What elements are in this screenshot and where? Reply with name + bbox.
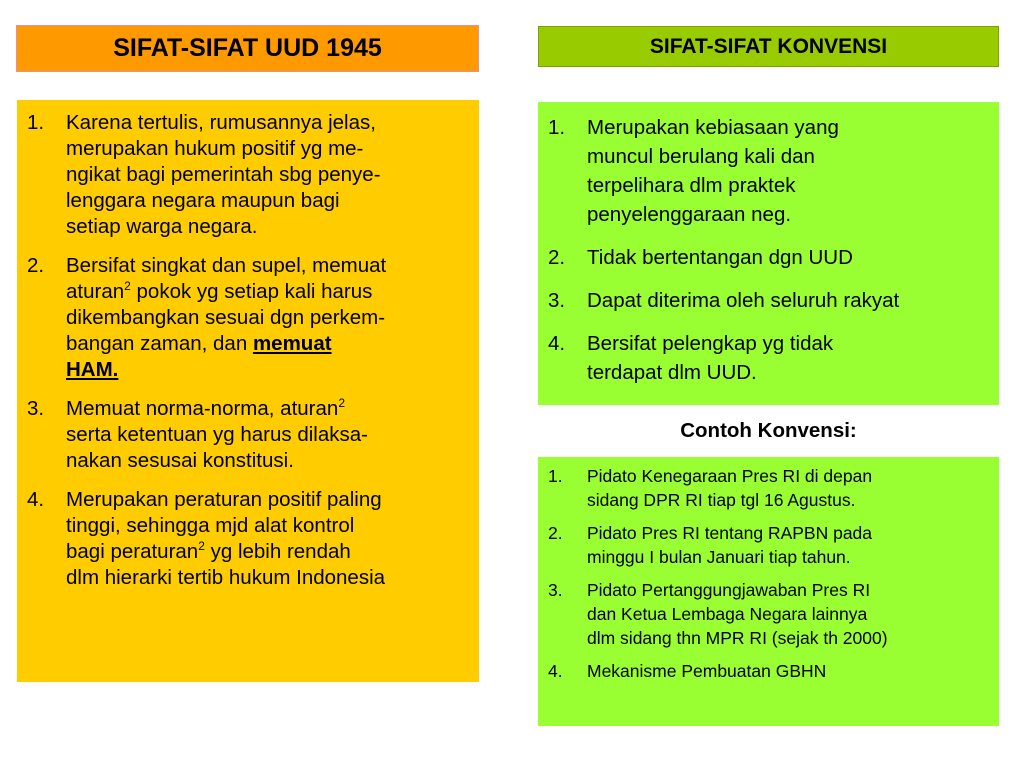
item-number: 2. <box>548 246 566 269</box>
item-text: Karena tertulis, rumusannya jelas, merupakan hukum positif yg me- ngikat bagi pemerintah sbg penye- lenggara negara maupun bagi setiap warga negara. <box>66 111 381 238</box>
list-item <box>27 396 471 474</box>
item-number: 1. <box>548 116 566 139</box>
list-item <box>548 113 993 229</box>
item-text: Pidato Pertanggungjawaban Pres RI dan Ketua Lembaga Negara lainnya dlm sidang thn MPR RI (sejak th 2000) <box>587 580 888 648</box>
item-number: 4. <box>27 488 45 511</box>
item-number: 2. <box>27 254 45 277</box>
uud-header-text: SIFAT-SIFAT UUD 1945 <box>113 34 382 62</box>
item-number: 4. <box>548 661 563 681</box>
item-text: Tidak bertentangan dgn UUD <box>587 246 853 269</box>
item-text: Pidato Pres RI tentang RAPBN pada minggu I bulan Januari tiap tahun. <box>587 523 873 567</box>
item-text: Dapat diterima oleh seluruh rakyat <box>587 289 900 312</box>
item-number: 3. <box>548 580 563 600</box>
item-text: Bersifat singkat dan supel, memuat aturan$^2$ pokok yg setiap kali harus dikembangkan sesuai dgn perkem- bangan zaman, dan memuat HAM. <box>66 254 387 381</box>
list-item <box>548 659 993 683</box>
item-text: Memuat norma-norma, aturan$^2$ serta ketentuan yg harus dilaksa- nakan sesusai konstitusi. <box>66 396 368 472</box>
konvensi-header-text: SIFAT-SIFAT KONVENSI <box>649 34 888 58</box>
list-item <box>27 253 471 383</box>
uud-header <box>16 25 479 72</box>
item-number: 4. <box>548 332 566 355</box>
list-item <box>27 110 471 240</box>
list-item <box>548 521 993 569</box>
list-item <box>27 487 471 591</box>
item-number: 1. <box>548 466 563 486</box>
item-text: Merupakan peraturan positif paling tinggi, sehingga mjd alat kontrol bagi peraturan$^2$ yg lebih rendah dlm hierarki tertib hukum Indonesia <box>66 488 386 589</box>
contoh-konvensi-title: Contoh Konvensi: <box>680 419 857 442</box>
list-item <box>548 286 993 315</box>
item-number: 3. <box>548 289 566 312</box>
item-text: Mekanisme Pembuatan GBHN <box>587 661 827 681</box>
item-text: Bersifat pelengkap yg tidak terdapat dlm UUD. <box>587 332 834 384</box>
konvensi-header <box>538 26 999 67</box>
konvensi-properties-box <box>538 102 999 405</box>
emphasis-memuat: memuat <box>252 332 332 355</box>
uud-properties-list <box>17 100 479 591</box>
list-item <box>548 329 993 387</box>
list-item <box>548 243 993 272</box>
konvensi-properties-list <box>538 102 999 387</box>
item-number: 3. <box>27 397 45 420</box>
item-number: 2. <box>548 523 563 543</box>
item-text: Pidato Kenegaraan Pres RI di depan sidang DPR RI tiap tgl 16 Agustus. <box>587 466 873 510</box>
konvensi-examples-box <box>538 457 999 726</box>
item-number: 1. <box>27 111 45 134</box>
uud-properties-box <box>17 100 479 682</box>
konvensi-examples-list <box>538 457 999 683</box>
list-item <box>548 578 993 650</box>
emphasis-ham: HAM. <box>66 358 119 381</box>
item-text: Merupakan kebiasaan yang muncul berulang kali dan terpelihara dlm praktek penyelenggaraan neg. <box>587 116 839 226</box>
list-item <box>548 464 993 512</box>
